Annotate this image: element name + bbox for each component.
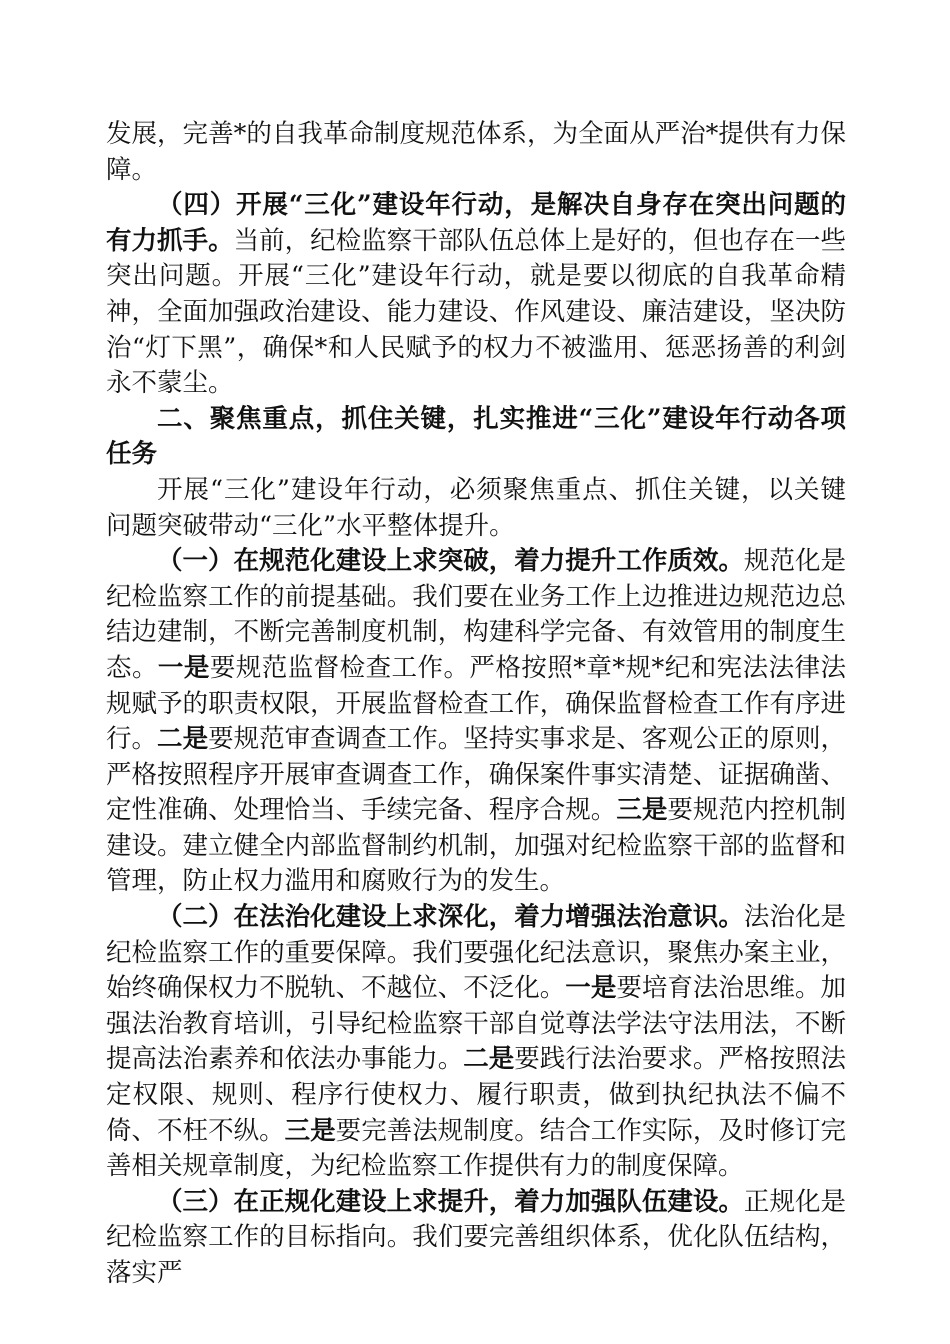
- point-marker-third: 三是: [616, 795, 668, 826]
- paragraph-text: 要规范内控机制建设。建立健全内部监督制约机制，加强对纪检监察干部的监督和管理，防止权力滥用和腐败行为的发生。: [106, 795, 846, 897]
- paragraph-text: 要培育法治思维。加强法治教育培训，引导纪检监察干部自觉尊法学法守法用法，不断提高法治素养和依法办事能力。: [106, 973, 846, 1075]
- section-heading-one: （一）在规范化建设上求突破，着力提升工作质效。: [157, 546, 744, 577]
- section-heading-four: （四）开展“三化”建设年行动，是解决自身存在突出问题的有力抓手。: [106, 190, 846, 256]
- point-marker-third: 三是: [284, 1115, 336, 1146]
- chapter-heading-text: 二、聚焦重点，抓住关键，扎实推进“三化”建设年行动各项任务: [106, 403, 846, 470]
- paragraph-text: 正规化是纪检监察工作的目标指向。我们要完善组织体系，优化队伍结构，落实严: [106, 1186, 846, 1288]
- paragraph-text: 当前，纪检监察干部队伍总体上是好的，但也存在一些突出问题。开展“三化”建设年行动，就是要以彻底的自我革命精神，全面加强政治建设、能力建设、作风建设、廉洁建设，坚决防治“灯下黑”，确保*和人民赋予的权力不被滥用、惩恶扬善的利剑永不蒙尘。: [106, 225, 846, 399]
- paragraph-text: 发展，完善*的自我革命制度规范体系，为全面从严治*提供有力保障。: [106, 119, 846, 185]
- chapter-heading-two: [106, 402, 846, 473]
- point-marker-first: 一是: [157, 652, 210, 683]
- paragraph-text: 要规范监督检查工作。严格按照*章*规*纪和宪法法律法规赋予的职责权限，开展监督检查工作，确保监督检查工作有序进行。: [106, 652, 846, 755]
- paragraph-text: 要规范审查调查工作。坚持实事求是、客观公正的原则，严格按照程序开展审查调查工作，确保案件事实清楚、证据确凿、定性准确、处理恰当、手续完备、程序合规。: [106, 724, 846, 826]
- section-heading-three: （三）在正规化建设上求提升，着力加强队伍建设。: [157, 1186, 744, 1217]
- paragraph-intro: [106, 473, 846, 544]
- paragraph-text: 规范化是纪检监察工作的前提基础。我们要在业务工作上边推进边规范边总结边建制，不断完善制度机制，构建科学完备、有效管用的制度生态。: [106, 546, 846, 683]
- point-marker-second: 二是: [463, 1044, 515, 1075]
- paragraph-section-four: [106, 188, 846, 402]
- paragraph-text: 要完善法规制度。结合工作实际，及时修订完善相关规章制度，为纪检监察工作提供有力的制度保障。: [106, 1115, 846, 1182]
- paragraph-section-one: [106, 544, 846, 900]
- paragraph-section-three: [106, 1185, 846, 1292]
- paragraph-text: 开展“三化”建设年行动，必须聚焦重点、抓住关键，以关键问题突破带动“三化”水平整体提升。: [106, 474, 846, 541]
- paragraph-section-two: [106, 900, 846, 1185]
- point-marker-second: 二是: [157, 724, 209, 755]
- section-heading-two: （二）在法治化建设上求深化，着力增强法治意识。: [157, 902, 744, 933]
- paragraph-continuation: [106, 117, 846, 188]
- paragraph-text: 要践行法治要求。严格按照法定权限、规则、程序行使权力、履行职责，做到执纪执法不偏不倚、不枉不纵。: [106, 1044, 846, 1146]
- document-body: [106, 117, 846, 1292]
- point-marker-first: 一是: [565, 973, 617, 1004]
- paragraph-text: 法治化是纪检监察工作的重要保障。我们要强化纪法意识，聚焦办案主业，始终确保权力不脱轨、不越位、不泛化。: [106, 902, 846, 1004]
